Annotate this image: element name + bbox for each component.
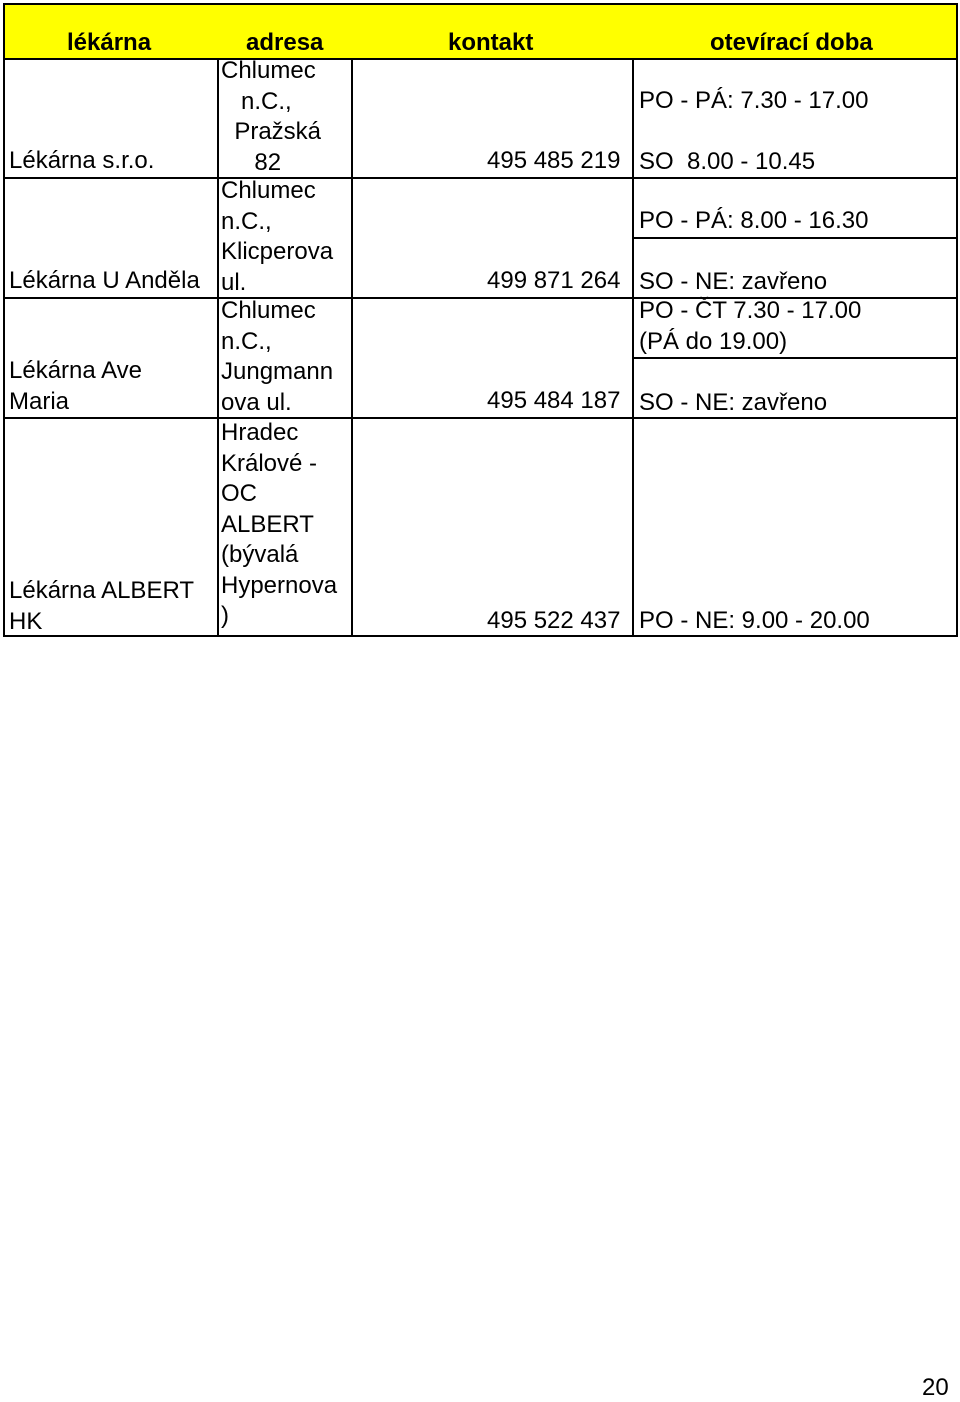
row2-hours: PO - PÁ: 8.00 - 16.30 SO - NE: zavřeno [639, 207, 869, 295]
row4-hours: PO - NE: 9.00 - 20.00 [639, 607, 870, 634]
header-lekarna: lékárna [67, 29, 152, 56]
row4-address: Hradec Králové - OC ALBERT (bývalá Hypernova ) [221, 419, 338, 629]
row3-name: Lékárna Ave Maria [9, 357, 142, 415]
row4-name: Lékárna ALBERT HK [9, 577, 195, 635]
header-kontakt: kontakt [448, 29, 534, 56]
page-number: 20 [922, 1374, 949, 1401]
row1-phone: 495 485 219 [487, 147, 621, 174]
column-divider [351, 60, 353, 637]
row1-name: Lékárna s.r.o. [9, 147, 155, 174]
header-adresa: adresa [246, 29, 324, 56]
pharmacy-table [3, 3, 958, 637]
table-header-row [5, 5, 956, 60]
row2-name: Lékárna U Anděla [9, 267, 200, 294]
column-divider [217, 60, 219, 637]
row3-phone: 495 484 187 [487, 387, 621, 414]
row3-address: Chlumec n.C., Jungmann ova ul. [221, 297, 334, 416]
row3-hours: PO - ČT 7.30 - 17.00 (PÁ do 19.00) SO - NE: zavřeno [639, 297, 862, 416]
header-oteviraci-doba: otevírací doba [710, 29, 873, 56]
row4-phone: 495 522 437 [487, 607, 621, 634]
row1-address: Chlumec n.C., Pražská 82 [221, 57, 322, 176]
row2-address: Chlumec n.C., Klicperova ul. [221, 177, 334, 296]
row1-hours: PO - PÁ: 7.30 - 17.00 SO 8.00 - 10.45 [639, 87, 869, 175]
row2-phone: 499 871 264 [487, 267, 621, 294]
column-divider [632, 60, 634, 637]
